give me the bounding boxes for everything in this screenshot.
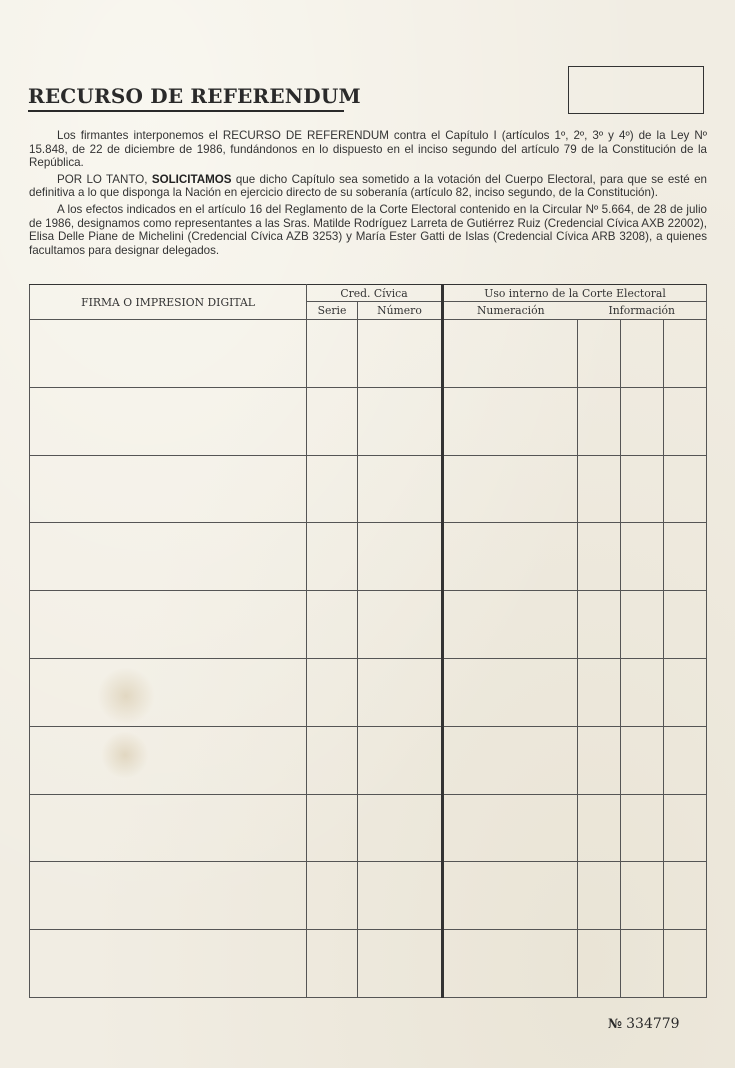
firma-cell[interactable] [30,794,307,862]
informacion-cell-3 [664,523,707,591]
serie-cell[interactable] [307,455,358,523]
numero-cell[interactable] [358,658,443,726]
informacion-cell-3 [664,387,707,455]
numero-cell[interactable] [358,726,443,794]
header-uso-interno: Uso interno de la Corte Electoral [443,285,707,302]
signature-row [30,726,707,794]
numeracion-cell [443,455,578,523]
numero-cell[interactable] [358,862,443,930]
informacion-cell-2 [621,862,664,930]
request-lead: POR LO TANTO, [57,172,148,186]
serie-cell[interactable] [307,591,358,659]
serie-cell[interactable] [307,320,358,388]
firma-cell[interactable] [30,862,307,930]
numero-cell[interactable] [358,523,443,591]
header-firma: FIRMA O IMPRESION DIGITAL [30,285,307,320]
numeracion-cell [443,320,578,388]
informacion-cell-1 [578,930,621,998]
informacion-cell-2 [621,387,664,455]
signature-row [30,658,707,726]
signature-table [29,284,707,998]
firma-cell[interactable] [30,930,307,998]
informacion-cell-2 [621,455,664,523]
informacion-cell-2 [621,320,664,388]
informacion-cell-1 [578,455,621,523]
paragraph-request [29,173,707,200]
signature-row [30,320,707,388]
header-informacion: Información [578,302,707,320]
informacion-cell-2 [621,930,664,998]
informacion-cell-3 [664,455,707,523]
informacion-cell-2 [621,523,664,591]
form-title: RECURSO DE REFERENDUM [28,84,361,108]
informacion-cell-1 [578,320,621,388]
informacion-cell-1 [578,523,621,591]
stamp-box [568,66,704,114]
serie-cell[interactable] [307,726,358,794]
firma-cell[interactable] [30,658,307,726]
signature-row [30,523,707,591]
serie-cell[interactable] [307,794,358,862]
signature-row [30,387,707,455]
informacion-cell-3 [664,862,707,930]
numeracion-cell [443,591,578,659]
numeracion-cell [443,794,578,862]
numero-cell[interactable] [358,320,443,388]
informacion-cell-3 [664,726,707,794]
informacion-cell-1 [578,591,621,659]
informacion-cell-3 [664,658,707,726]
header-serie: Serie [307,302,358,320]
numeracion-cell [443,523,578,591]
numeracion-cell [443,862,578,930]
serial-value: 334779 [626,1016,680,1032]
numeracion-cell [443,930,578,998]
numero-cell[interactable] [358,591,443,659]
informacion-cell-1 [578,658,621,726]
firma-cell[interactable] [30,591,307,659]
paragraph-representatives: A los efectos indicados en el artículo 16 del Reglamento de la Corte Electoral contenido en la Circular Nº 5.664, de 28 de julio de 1986, designamos como representantes a las Sras. Matilde Rodríguez Larreta de Gutiérrez Ruiz (Credencial Cívica AXB 22002), Elisa Delle Piane de Michelini (Credencial Cívica AZB 3253) y María Ester Gatti de Islas (Credencial Cívica ARB 3208), a quienes facultamos para designar delegados. [29,202,707,257]
serie-cell[interactable] [307,930,358,998]
title-underline [28,110,344,112]
request-rest: que dicho Capítulo sea sometido a la votación del Cuerpo Electoral, para que se esté en definitiva a lo que disponga la Nación en ejercicio directo de su soberanía (artículo 82, inciso segundo, de la Constitución). [29,172,707,200]
signature-row [30,591,707,659]
numero-sign: № [608,1017,623,1032]
signature-row [30,455,707,523]
informacion-cell-2 [621,591,664,659]
informacion-cell-3 [664,794,707,862]
informacion-cell-1 [578,862,621,930]
serie-cell[interactable] [307,658,358,726]
paragraph-petition: Los firmantes interponemos el RECURSO DE REFERENDUM contra el Capítulo I (artículos 1º, 2º, 3º y 4º) de la Ley Nº 15.848, de 22 de diciembre de 1986, fundándonos en lo dispuesto en el inciso segundo del artículo 79 de la Constitución de la República. [29,129,707,170]
informacion-cell-2 [621,658,664,726]
header-numero: Número [358,302,443,320]
numero-cell[interactable] [358,387,443,455]
header-numeracion: Numeración [443,302,578,320]
informacion-cell-1 [578,726,621,794]
numero-cell[interactable] [358,455,443,523]
informacion-cell-3 [664,930,707,998]
serie-cell[interactable] [307,523,358,591]
serial-number [608,1016,680,1032]
signature-row [30,794,707,862]
header-cred-civica: Cred. Cívica [307,285,443,302]
numeracion-cell [443,658,578,726]
firma-cell[interactable] [30,523,307,591]
informacion-cell-1 [578,794,621,862]
firma-cell[interactable] [30,387,307,455]
request-bold: SOLICITAMOS [151,172,232,186]
firma-cell[interactable] [30,455,307,523]
informacion-cell-1 [578,387,621,455]
informacion-cell-3 [664,591,707,659]
numero-cell[interactable] [358,930,443,998]
firma-cell[interactable] [30,320,307,388]
informacion-cell-2 [621,726,664,794]
firma-cell[interactable] [30,726,307,794]
signature-rows [30,320,707,998]
intro-text [29,129,707,260]
signature-row [30,930,707,998]
numeracion-cell [443,387,578,455]
informacion-cell-2 [621,794,664,862]
informacion-cell-3 [664,320,707,388]
serie-cell[interactable] [307,862,358,930]
numeracion-cell [443,726,578,794]
numero-cell[interactable] [358,794,443,862]
serie-cell[interactable] [307,387,358,455]
signature-row [30,862,707,930]
